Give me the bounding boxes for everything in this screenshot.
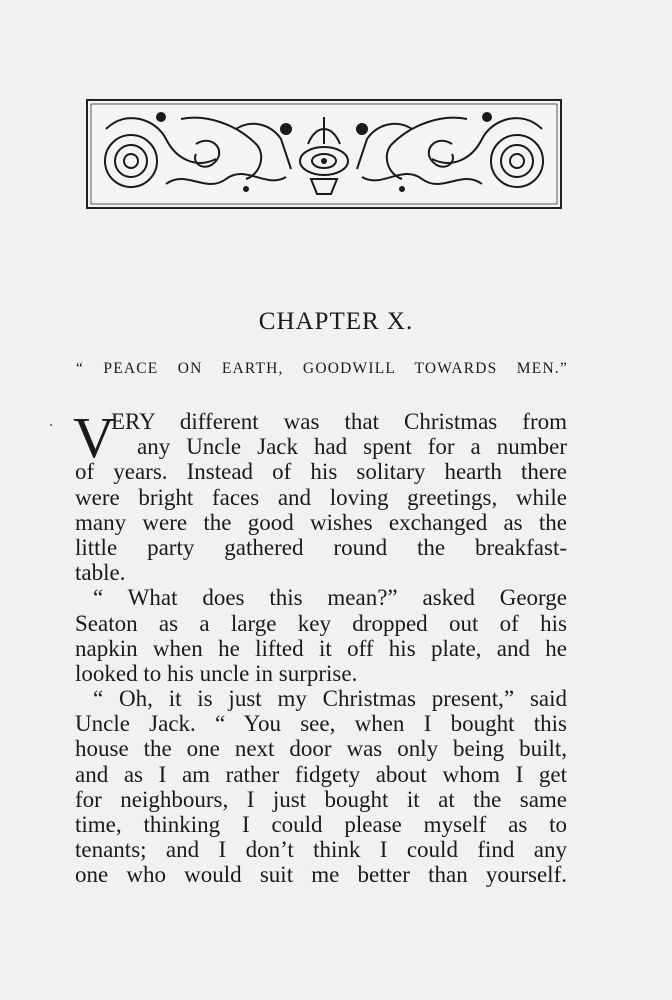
text-line: for neighbours, I just bought it at the same (75, 786, 567, 812)
text-line: “ Oh, it is just my Christmas present,” said (93, 686, 567, 712)
text-line: little party gathered round the breakfast- (75, 534, 567, 560)
text-line: Seaton as a large key dropped out of his (75, 610, 567, 636)
text-line: Uncle Jack. “ You see, when I bought this (75, 711, 567, 737)
text-line: napkin when he lifted it off his plate, and he (75, 635, 567, 661)
text-line: table. (75, 560, 126, 586)
text-line: looked to his uncle in surprise. (75, 660, 358, 686)
text-line: “ What does this mean?” asked George (93, 585, 567, 611)
chapter-motto: “ PEACE ON EARTH, GOODWILL TOWARDS MEN.” (76, 360, 568, 377)
text-line: ERY different was that Christmas from (111, 409, 567, 434)
text-line: of years. Instead of his solitary hearth there (75, 459, 567, 485)
scan-speck (50, 424, 52, 426)
text-line: and as I am rather fidgety about whom I get (75, 761, 567, 787)
chapter-body-text (73, 405, 567, 888)
text-line: house the one next door was only being built, (75, 736, 567, 762)
text-line: any Uncle Jack had spent for a number (137, 434, 567, 460)
ornamental-headpiece (86, 99, 562, 209)
text-line: one who would suit me better than yourself. (75, 862, 567, 888)
text-line: time, thinking I could please myself as to (75, 812, 567, 837)
text-line: were bright faces and loving greetings, while (75, 484, 567, 510)
text-line: tenants; and I don’t think I could find any (75, 837, 567, 863)
drop-cap: V (73, 405, 115, 470)
chapter-title: CHAPTER X. (258, 308, 414, 335)
text-line: many were the good wishes exchanged as the (75, 509, 567, 535)
